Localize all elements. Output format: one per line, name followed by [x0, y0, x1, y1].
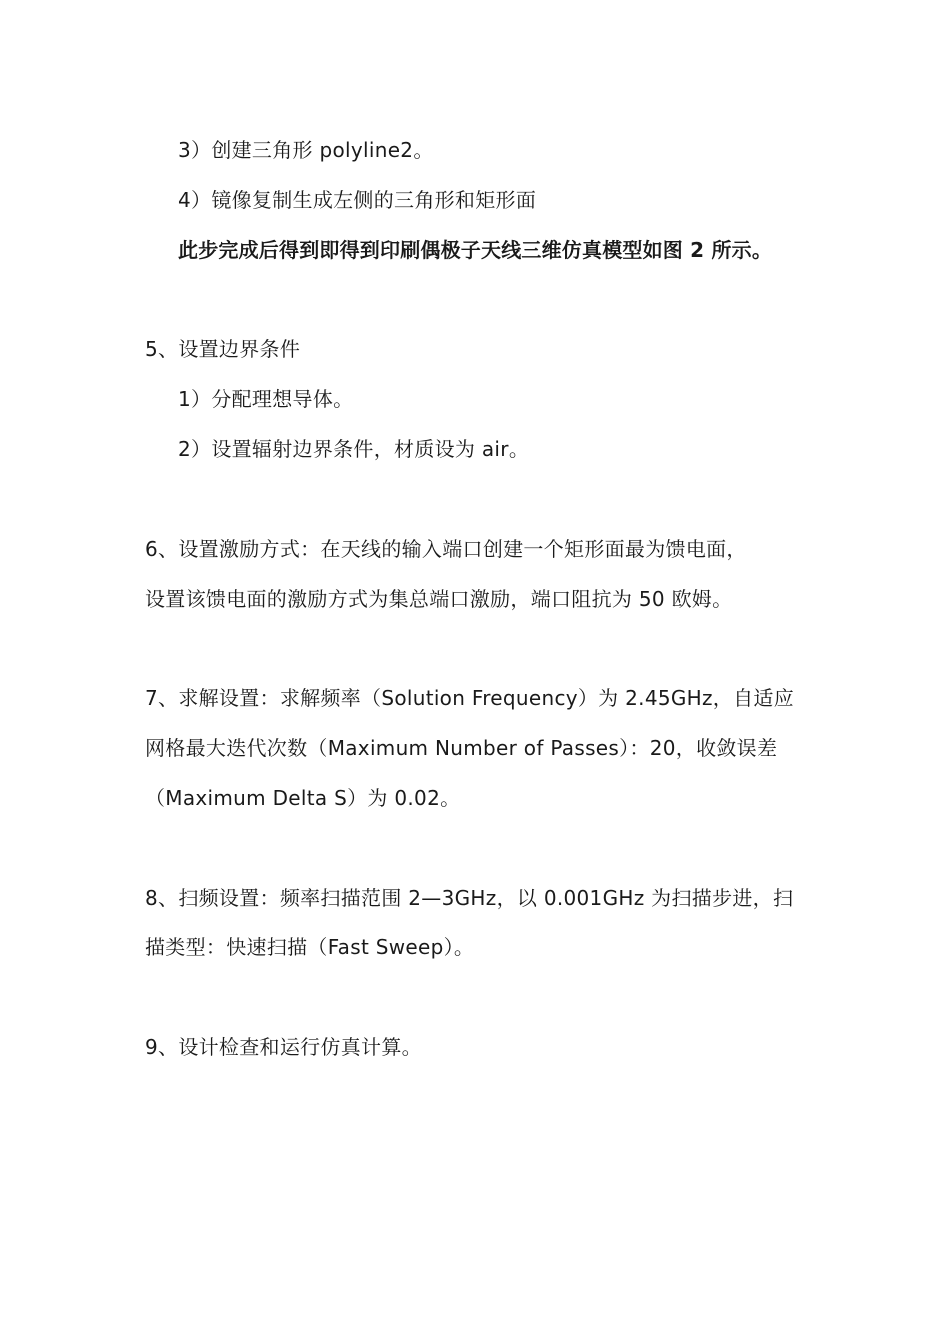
section-5-heading: 5、设置边界条件 — [145, 337, 301, 361]
section-8-line-1: 8、扫频设置：频率扫描范围 2—3GHz，以 0.001GHz 为扫描步进，扫 — [145, 886, 794, 910]
section-7-line-2: 网格最大迭代次数（Maximum Number of Passes）：20，收敛误差 — [145, 736, 778, 760]
step-4-mirror-copy: 4）镜像复制生成左侧的三角形和矩形面 — [178, 188, 537, 212]
section-7-line-1: 7、求解设置：求解频率（Solution Frequency）为 2.45GHz，自适应 — [145, 686, 794, 710]
model-complete-note: 此步完成后得到即得到印刷偶极子天线三维仿真模型如图 2 所示。 — [178, 238, 773, 262]
section-6-line-2: 设置该馈电面的激励方式为集总端口激励，端口阻抗为 50 欧姆。 — [145, 587, 733, 611]
section-8-line-2: 描类型：快速扫描（Fast Sweep）。 — [145, 935, 475, 959]
section-5-item-2: 2）设置辐射边界条件，材质设为 air。 — [178, 437, 530, 461]
step-3-create-triangle: 3）创建三角形 polyline2。 — [178, 138, 434, 162]
section-7-line-3: （Maximum Delta S）为 0.02。 — [145, 786, 461, 810]
section-5-item-1: 1）分配理想导体。 — [178, 387, 354, 411]
section-9-heading: 9、设计检查和运行仿真计算。 — [145, 1035, 422, 1059]
section-6-line-1: 6、设置激励方式：在天线的输入端口创建一个矩形面最为馈电面， — [145, 537, 747, 561]
